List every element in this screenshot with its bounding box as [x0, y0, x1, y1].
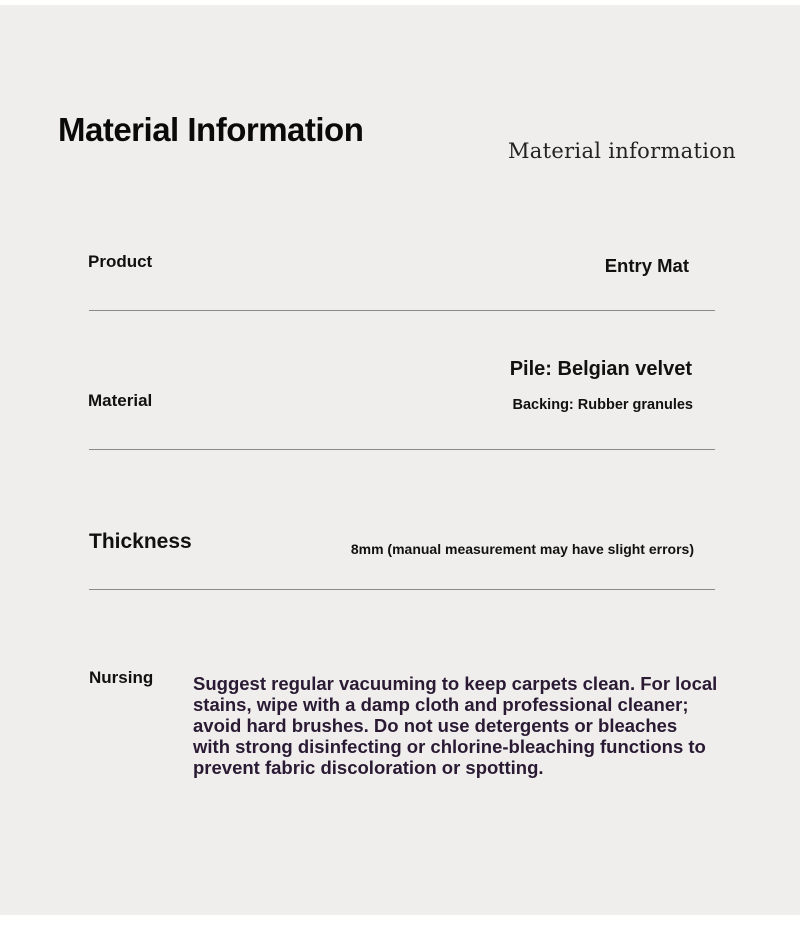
divider-material	[89, 449, 715, 450]
thickness-value: 8mm (manual measurement may have slight errors)	[350, 541, 694, 557]
material-label: Material	[88, 391, 153, 410]
divider-product	[89, 310, 715, 311]
product-label: Product	[88, 252, 153, 271]
page-title: Material Information	[58, 111, 364, 148]
material-info-panel	[0, 5, 800, 915]
nursing-text: Suggest regular vacuuming to keep carpets clean. For local stains, wipe with a damp cloth and professional cleaner; avoid hard brushes. Do not use detergents or bleaches with strong disinfecting or chlorine-bleaching functions to prevent fabric discoloration or spotting.	[193, 673, 718, 778]
divider-thickness	[89, 589, 715, 590]
product-value: Entry Mat	[604, 255, 689, 276]
material-pile: Pile: Belgian velvet	[509, 358, 692, 380]
material-backing: Backing: Rubber granules	[512, 397, 693, 413]
page-subtitle: Material information	[508, 139, 737, 163]
thickness-label: Thickness	[89, 530, 192, 553]
nursing-label: Nursing	[89, 668, 154, 687]
